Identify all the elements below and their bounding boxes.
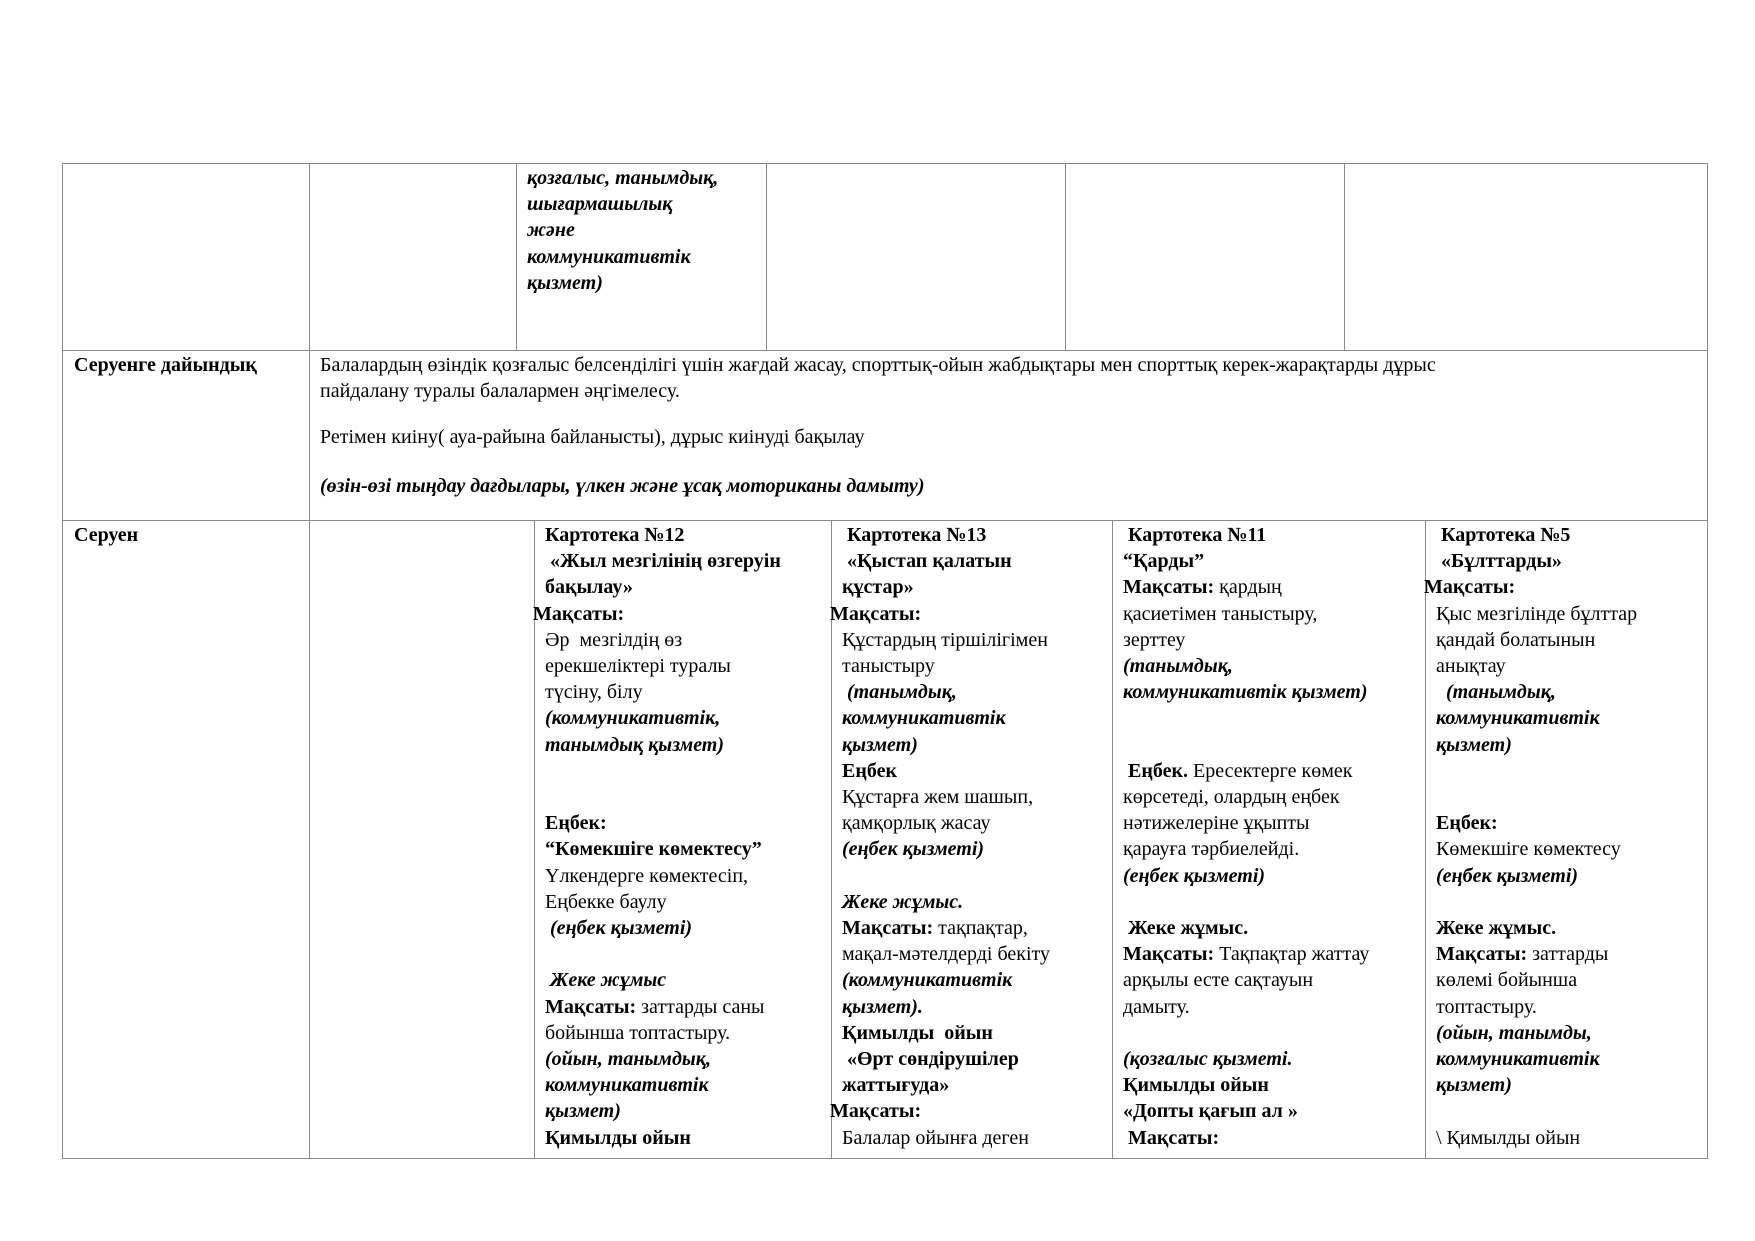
walk-cell-line: «Бұлттарды» <box>1436 550 1562 573</box>
walk-col-4 <box>1424 522 1638 1151</box>
walk-cell-line: қызмет) <box>1436 1074 1512 1097</box>
walk-cell-line <box>545 758 781 784</box>
walk-cell-line: көрсетеді, олардың еңбек <box>1123 786 1340 809</box>
walk-cell-line: қасиетімен таныстыру, <box>1123 602 1318 625</box>
walk-cell-line: нәтижелеріне ұқыпты <box>1123 812 1310 835</box>
walk-cell-line: Мақсаты: <box>1123 1126 1220 1149</box>
walk-cell-line: Құстарға жем шашып, <box>842 786 1034 809</box>
walk-cell-line: (ойын, танымдық, <box>545 1048 711 1071</box>
walk-cell-line: «Жыл мезгілінің өзгеруін <box>545 550 781 573</box>
walk-cell-line: топтастыру. <box>1436 995 1537 1018</box>
walk-cell-line: түсіну, білу <box>545 681 643 704</box>
walk-cell-line: Мақсаты: <box>533 602 625 625</box>
walk-cell-line: Мақсаты: заттарды <box>1436 943 1609 966</box>
top-row-divider-5 <box>1344 163 1345 350</box>
walk-cell-line: (танымдық, <box>842 681 957 704</box>
walk-cell-line: Картотека №11 <box>1123 524 1267 546</box>
walk-cell-line: Қимылды ойын <box>842 1021 993 1044</box>
walk-cell-line: «Допты қағып ал » <box>1123 1100 1298 1123</box>
walk-cell-line: коммуникативтік <box>545 1074 709 1097</box>
walk-cell-line: коммуникативтік <box>842 707 1006 730</box>
walk-cell-line: қамқорлық жасау <box>842 812 991 835</box>
walk-col-2 <box>830 522 1050 1151</box>
walk-cell-line <box>1123 889 1369 915</box>
walk-cell-line: (еңбек қызметі) <box>1123 864 1266 887</box>
walk-row-divider-4 <box>1425 520 1426 1159</box>
walk-cell-line: “Көмекшіге көмектесу” <box>545 838 762 861</box>
walk-cell-line: (еңбек қызметі) <box>545 917 693 940</box>
walk-cell-line: Балалар ойынға деген <box>842 1126 1029 1149</box>
walk-cell-line: Жеке жұмыс. <box>1436 917 1557 940</box>
walk-cell-line: Мақсаты: Тақпақтар жаттау <box>1123 943 1370 966</box>
walk-cell-line: Еңбек: <box>545 812 607 835</box>
top-row-divider-1 <box>309 163 310 1159</box>
walk-cell-line <box>545 941 781 967</box>
walk-cell-line: қандай болатынын <box>1436 628 1596 651</box>
walk-col-3 <box>1123 522 1369 1151</box>
walk-cell-line: (коммуникативтік <box>842 969 1013 992</box>
walk-cell-line: қызмет) <box>1436 733 1512 756</box>
walk-cell-line: Мақсаты: <box>1424 576 1516 599</box>
walk-cell-line: танымдық қызмет) <box>545 733 725 756</box>
walk-cell-line: анықтау <box>1436 655 1506 678</box>
walk-cell-line <box>842 863 1050 889</box>
walk-cell-line <box>1123 1020 1369 1046</box>
walk-cell-line: (еңбек қызметі) <box>1436 864 1579 887</box>
walk-cell-line: Картотека №12 <box>545 524 685 546</box>
walk-cell-line: (танымдық, <box>1436 681 1556 704</box>
walk-cell-line: Картотека №5 <box>1436 524 1571 546</box>
walk-col-1 <box>533 522 781 1151</box>
walk-cell-line <box>545 784 781 810</box>
walk-cell-line: мақал-мәтелдерді бекіту <box>842 943 1050 966</box>
walk-cell-line <box>1436 784 1637 810</box>
walk-cell-line <box>1123 732 1369 758</box>
walk-cell-line: Мақсаты: <box>830 1100 922 1123</box>
walk-cell-line: Мақсаты: заттарды саны <box>545 995 765 1018</box>
walk-cell-line: қызмет). <box>842 995 923 1018</box>
walk-cell-line: қарауға тәрбиелейді. <box>1123 838 1300 861</box>
walk-cell-line: Мақсаты: <box>830 602 922 625</box>
prep-row-label: Серуенге дайындық <box>74 354 257 376</box>
walk-cell-line: қызмет) <box>545 1100 621 1123</box>
walk-row-label: Серуен <box>74 524 139 546</box>
prep-row-paragraph-1: Балалардың өзіндік қозғалыс белсенділігі үшін жағдай жасау, спорттық-ойын жабдықтары мен спорттық керек-жарақтарды дұрыс пайдалану туралы балалармен әңгімелесу. <box>320 354 1436 403</box>
walk-cell-line: Еңбек. Ересектерге көмек <box>1123 759 1353 782</box>
walk-cell-line: (еңбек қызметі) <box>842 838 985 861</box>
walk-cell-line: Жеке жұмыс. <box>1123 917 1249 940</box>
walk-cell-line: Мақсаты: тақпақтар, <box>842 917 1028 940</box>
walk-cell-line: ерекшеліктері туралы <box>545 655 731 678</box>
top-row-divider-4 <box>1065 163 1066 350</box>
walk-cell-line <box>1436 1098 1637 1124</box>
top-row-divider-3 <box>766 163 767 350</box>
walk-cell-line: құстар» <box>842 576 914 599</box>
walk-cell-line <box>1123 705 1369 731</box>
walk-cell-line: (коммуникативтік, <box>545 707 721 730</box>
walk-cell-line: бақылау» <box>545 576 633 599</box>
walk-cell-line: «Өрт сөндірушілер <box>842 1048 1019 1071</box>
prep-row-paragraph-2: Ретімен киіну( ауа-райына байланысты), дұрыс киінуді бақылау <box>320 426 865 448</box>
walk-cell-line: Қыс мезгілінде бұлттар <box>1436 602 1638 625</box>
walk-cell-line: «Қыстап қалатын <box>842 550 1012 573</box>
walk-cell-line: коммуникативтік <box>1436 1048 1600 1071</box>
walk-cell-line: Көмекшіге көмектесу <box>1436 838 1621 861</box>
prep-row-paragraph-3: (өзін-өзі тыңдау дағдылары, үлкен және ұсақ моториканы дамыту) <box>320 475 925 497</box>
walk-cell-line: “Қарды” <box>1123 550 1205 573</box>
walk-cell-line: Жеке жұмыс <box>545 969 667 992</box>
walk-cell-line: Үлкендерге көмектесіп, <box>545 864 749 887</box>
walk-cell-line: дамыту. <box>1123 995 1190 1018</box>
walk-cell-line: (қозғалыс қызметі. <box>1123 1048 1293 1071</box>
walk-cell-line: Еңбекке баулу <box>545 890 667 913</box>
top-row-activity-text: қозғалыс, танымдық, шығармашылық және коммуникативтік қызмет) <box>527 167 719 294</box>
walk-cell-line: Еңбек <box>842 759 897 782</box>
walk-cell-line <box>1436 758 1637 784</box>
walk-cell-line <box>1436 889 1637 915</box>
walk-cell-line: Еңбек: <box>1436 812 1498 835</box>
walk-cell-line: Жеке жұмыс. <box>842 890 964 913</box>
walk-cell-line: (танымдық, <box>1123 655 1233 678</box>
top-row-divider-2 <box>516 163 517 350</box>
walk-cell-line: бойынша топтастыру. <box>545 1021 731 1044</box>
walk-cell-line: Құстардың тіршілігімен <box>842 628 1048 651</box>
walk-cell-line: (ойын, танымды, <box>1436 1021 1592 1044</box>
walk-cell-line: Картотека №13 <box>842 524 987 546</box>
walk-cell-line: таныстыру <box>842 655 935 678</box>
walk-cell-line: \ Қимылды ойын <box>1436 1126 1581 1149</box>
walk-cell-line: Әр мезгілдің өз <box>545 628 683 651</box>
walk-cell-line: көлемі бойынша <box>1436 969 1578 992</box>
walk-row-divider-3 <box>1112 520 1113 1159</box>
walk-cell-line: қызмет) <box>842 733 918 756</box>
walk-cell-line: коммуникативтік қызмет) <box>1123 681 1368 704</box>
walk-cell-line: Қимылды ойын <box>1123 1074 1269 1097</box>
walk-cell-line: арқылы есте сақтауын <box>1123 969 1314 992</box>
walk-cell-line: Қимылды ойын <box>545 1126 691 1149</box>
walk-cell-line: Мақсаты: қардың <box>1123 576 1282 599</box>
walk-cell-line: зерттеу <box>1123 628 1186 651</box>
walk-cell-line: жаттығуда» <box>842 1074 950 1097</box>
walk-cell-line: коммуникативтік <box>1436 707 1600 730</box>
